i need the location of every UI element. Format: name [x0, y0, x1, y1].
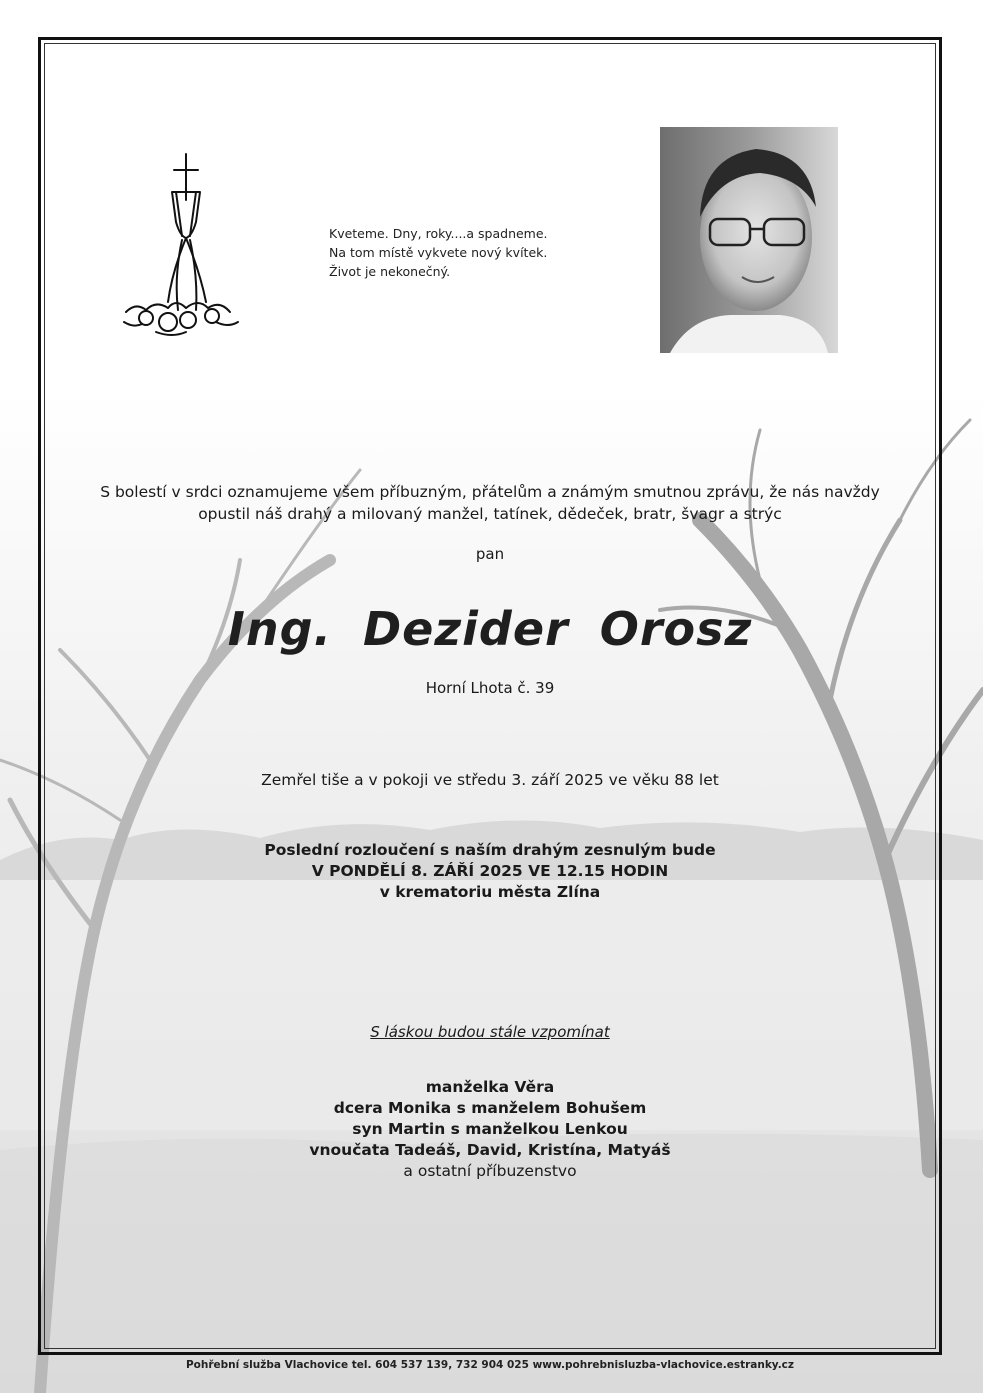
funeral-service-footer: Pohřební služba Vlachovice tel. 604 537 139, 732 904 025 www.pohrebnisluzba-vlachovice.estranky.cz	[185, 1359, 795, 1371]
mourners-list	[44, 1077, 936, 1182]
mourner-line: dcera Monika s manželem Bohušem	[333, 1099, 647, 1117]
poem-verse	[329, 224, 589, 281]
death-notice: Zemřel tiše a v pokoji ve středu 3. září 2025 ve věku 88 let	[261, 771, 719, 789]
poem-line: Kveteme. Dny, roky....a spadneme.	[329, 226, 548, 241]
remembrance-heading: S láskou budou stále vzpomínat	[370, 1023, 610, 1041]
poem-line: Na tom místě vykvete nový kvítek.	[329, 245, 548, 260]
funeral-place: v krematoriu města Zlína	[379, 883, 601, 901]
funeral-details	[44, 840, 936, 903]
mourner-line: a ostatní příbuzenstvo	[403, 1162, 577, 1180]
mourner-line: syn Martin s manželkou Lenkou	[352, 1120, 628, 1138]
funeral-line: Poslední rozloučení s naším drahým zesnulým bude	[264, 841, 716, 859]
funeral-date: V PONDĚLÍ 8. ZÁŘÍ 2025 VE 12.15 HODIN	[311, 862, 669, 880]
announcement-line: S bolestí v srdci oznamujeme všem příbuzným, přátelům a známým smutnou zprávu, že nás navždy	[100, 483, 880, 501]
portrait-photo	[660, 127, 838, 353]
poem-line: Život je nekonečný.	[329, 264, 451, 279]
mourner-line: vnoučata Tadeáš, David, Kristína, Matyáš	[309, 1141, 671, 1159]
announcement-text	[44, 481, 936, 525]
deceased-address: Horní Lhota č. 39	[425, 679, 555, 697]
deceased-name: Ing. Dezider Orosz	[227, 602, 753, 656]
announcement-line: opustil náš drahý a milovaný manžel, tatínek, dědeček, bratr, švagr a strýc	[198, 505, 782, 523]
mourner-line: manželka Věra	[425, 1078, 555, 1096]
cross-chalice-icon	[116, 152, 244, 348]
honorific: pan	[475, 545, 505, 563]
